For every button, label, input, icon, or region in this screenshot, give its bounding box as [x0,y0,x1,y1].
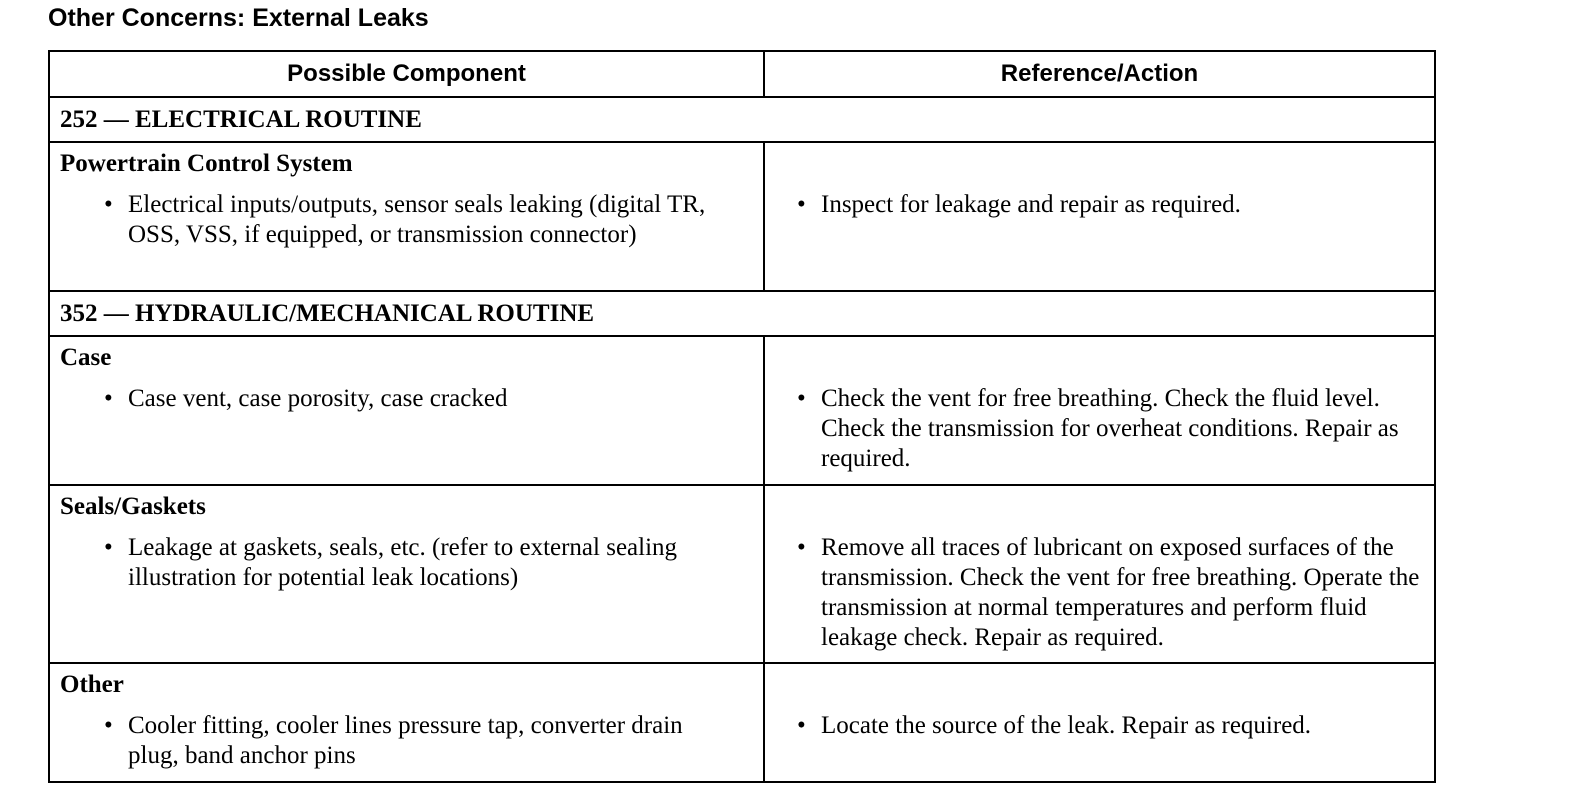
bullet-icon: • [797,191,806,218]
bullet-icon: • [104,712,113,739]
action-item-text: Locate the source of the leak. Repair as required. [821,712,1312,739]
component-item [50,520,763,593]
bullet-icon: • [797,534,806,561]
action-item-text: Check the vent for free breathing. Check the fluid level. Check the transmission for overheat conditions. Repair as required. [821,385,1399,472]
component-name: Other [60,671,124,698]
section-row-hydraulic [49,291,1435,336]
component-cell [49,663,764,782]
table-row [49,663,1435,782]
component-name: Case [60,344,112,371]
section-heading: 252 — ELECTRICAL ROUTINE [49,97,1435,142]
component-cell [49,142,764,291]
bullet-icon: • [104,534,113,561]
component-item-text: Electrical inputs/outputs, sensor seals leaking (digital TR, OSS, VSS, if equipped, or transmission connector) [128,191,706,248]
action-cell [764,663,1435,782]
column-header-component: Possible Component [49,51,764,97]
table-row [49,142,1435,291]
bullet-icon: • [797,385,806,412]
bullet-icon: • [104,191,113,218]
action-item [765,337,1434,474]
action-item-text: Inspect for leakage and repair as required. [821,191,1241,218]
component-cell [49,485,764,663]
component-item [50,698,763,771]
action-item [765,664,1434,741]
leak-concerns-table [48,50,1436,783]
table-row [49,336,1435,485]
page-title: Other Concerns: External Leaks [48,4,429,32]
component-name: Powertrain Control System [60,150,353,177]
bullet-icon: • [797,712,806,739]
action-item [765,486,1434,653]
table-row [49,485,1435,663]
component-item-text: Case vent, case porosity, case cracked [128,385,508,412]
action-cell [764,485,1435,663]
action-cell [764,142,1435,291]
component-item [50,371,763,414]
component-item [50,177,763,250]
component-name: Seals/Gaskets [60,493,206,520]
component-item-text: Cooler fitting, cooler lines pressure tap, converter drain plug, band anchor pins [128,712,683,769]
section-heading: 352 — HYDRAULIC/MECHANICAL ROUTINE [49,291,1435,336]
action-cell [764,336,1435,485]
action-item-text: Remove all traces of lubricant on exposed surfaces of the transmission. Check the vent for free breathing. Operate the transmission at normal temperatures and perform fluid leakage check. Repair as required. [821,534,1420,651]
bullet-icon: • [104,385,113,412]
column-header-action: Reference/Action [764,51,1435,97]
table-header-row [49,51,1435,97]
action-item [765,143,1434,220]
component-cell [49,336,764,485]
component-item-text: Leakage at gaskets, seals, etc. (refer to external sealing illustration for potential leak locations) [128,534,678,591]
section-row-electrical [49,97,1435,142]
